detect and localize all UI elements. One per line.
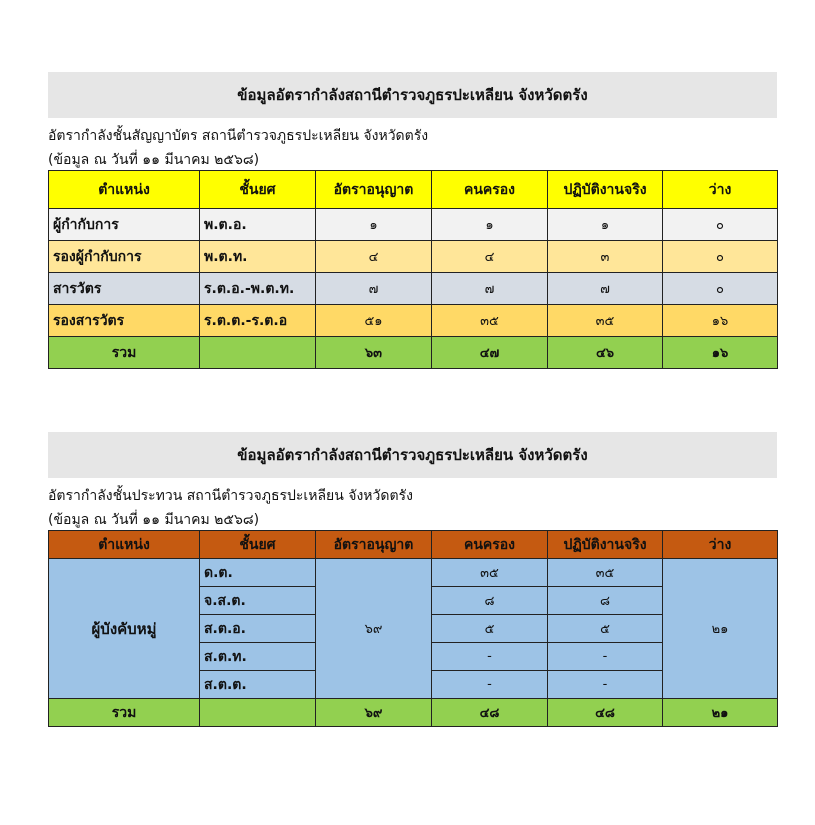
total-label: รวม <box>49 699 200 727</box>
actual-cell: - <box>548 671 663 699</box>
total-authorized: ๖๙ <box>316 699 432 727</box>
occupied-cell: ๑ <box>432 209 548 241</box>
table-header-row <box>49 171 778 209</box>
section2-as-of: (ข้อมูล ณ วันที่ ๑๑ มีนาคม ๒๕๖๘) <box>48 512 260 528</box>
occupied-cell: ๗ <box>432 273 548 305</box>
authorized-cell: ๑ <box>316 209 432 241</box>
rank-cell: ร.ต.ต.-ร.ต.อ <box>200 305 316 337</box>
authorized-cell: ๖๙ <box>316 559 432 699</box>
header-position: ตำแหน่ง <box>49 171 200 209</box>
total-vacant: ๑๖ <box>663 337 778 369</box>
occupied-cell: - <box>432 643 548 671</box>
authorized-cell: ๔ <box>316 241 432 273</box>
actual-cell: ๘ <box>548 587 663 615</box>
header-vacant: ว่าง <box>663 171 778 209</box>
actual-cell: ๑ <box>548 209 663 241</box>
header-occupied: คนครอง <box>432 171 548 209</box>
section1-subtitle: อัตรากำลังชั้นสัญญาบัตร สถานีตำรวจภูธรปะเหลียน จังหวัดตรัง <box>48 128 429 144</box>
table-row <box>49 559 778 587</box>
occupied-cell: ๕ <box>432 615 548 643</box>
rank-cell: พ.ต.อ. <box>200 209 316 241</box>
actual-cell: ๓๕ <box>548 305 663 337</box>
position-cell: ผู้กำกับการ <box>49 209 200 241</box>
occupied-cell: ๓๕ <box>432 305 548 337</box>
position-cell: สารวัตร <box>49 273 200 305</box>
section1-as-of: (ข้อมูล ณ วันที่ ๑๑ มีนาคม ๒๕๖๘) <box>48 152 260 168</box>
vacant-cell: ๐ <box>663 241 778 273</box>
actual-cell: ๕ <box>548 615 663 643</box>
rank-cell: ส.ต.ต. <box>200 671 316 699</box>
actual-cell: ๓ <box>548 241 663 273</box>
total-vacant: ๒๑ <box>663 699 778 727</box>
occupied-cell: ๔ <box>432 241 548 273</box>
header-authorized: อัตราอนุญาต <box>316 531 432 559</box>
total-rank-cell <box>200 337 316 369</box>
section2-subtitle: อัตรากำลังชั้นประทวน สถานีตำรวจภูธรปะเหลียน จังหวัดตรัง <box>48 488 413 504</box>
section2-banner: ข้อมูลอัตรากำลังสถานีตำรวจภูธรปะเหลียน จังหวัดตรัง <box>48 432 777 478</box>
section1-banner: ข้อมูลอัตรากำลังสถานีตำรวจภูธรปะเหลียน จังหวัดตรัง <box>48 72 777 118</box>
section-commissioned <box>48 72 777 369</box>
table-row <box>49 209 778 241</box>
actual-cell: ๓๕ <box>548 559 663 587</box>
header-position: ตำแหน่ง <box>49 531 200 559</box>
occupied-cell: - <box>432 671 548 699</box>
total-authorized: ๖๓ <box>316 337 432 369</box>
total-row <box>49 337 778 369</box>
rank-cell: ส.ต.อ. <box>200 615 316 643</box>
rank-cell: จ.ส.ต. <box>200 587 316 615</box>
rank-cell: ร.ต.อ.-พ.ต.ท. <box>200 273 316 305</box>
vacant-cell: ๐ <box>663 273 778 305</box>
header-rank: ชั้นยศ <box>200 531 316 559</box>
table-row <box>49 241 778 273</box>
total-rank-cell <box>200 699 316 727</box>
header-vacant: ว่าง <box>663 531 778 559</box>
section-non-commissioned <box>48 432 777 727</box>
table-header-row <box>49 531 778 559</box>
table-row <box>49 305 778 337</box>
total-occupied: ๔๗ <box>432 337 548 369</box>
total-occupied: ๔๘ <box>432 699 548 727</box>
occupied-cell: ๓๕ <box>432 559 548 587</box>
table-row <box>49 273 778 305</box>
rank-cell: พ.ต.ท. <box>200 241 316 273</box>
total-label: รวม <box>49 337 200 369</box>
header-actual: ปฏิบัติงานจริง <box>548 171 663 209</box>
total-actual: ๔๘ <box>548 699 663 727</box>
authorized-cell: ๕๑ <box>316 305 432 337</box>
header-actual: ปฏิบัติงานจริง <box>548 531 663 559</box>
position-cell: รองสารวัตร <box>49 305 200 337</box>
occupied-cell: ๘ <box>432 587 548 615</box>
non-commissioned-table <box>48 530 778 727</box>
rank-cell: ด.ต. <box>200 559 316 587</box>
position-cell: รองผู้กำกับการ <box>49 241 200 273</box>
header-occupied: คนครอง <box>432 531 548 559</box>
total-row <box>49 699 778 727</box>
header-authorized: อัตราอนุญาต <box>316 171 432 209</box>
actual-cell: ๗ <box>548 273 663 305</box>
vacant-cell: ๐ <box>663 209 778 241</box>
total-actual: ๔๖ <box>548 337 663 369</box>
vacant-cell: ๒๑ <box>663 559 778 699</box>
vacant-cell: ๑๖ <box>663 305 778 337</box>
commissioned-table <box>48 170 778 369</box>
rank-cell: ส.ต.ท. <box>200 643 316 671</box>
actual-cell: - <box>548 643 663 671</box>
position-cell: ผู้บังคับหมู่ <box>49 559 200 699</box>
header-rank: ชั้นยศ <box>200 171 316 209</box>
authorized-cell: ๗ <box>316 273 432 305</box>
